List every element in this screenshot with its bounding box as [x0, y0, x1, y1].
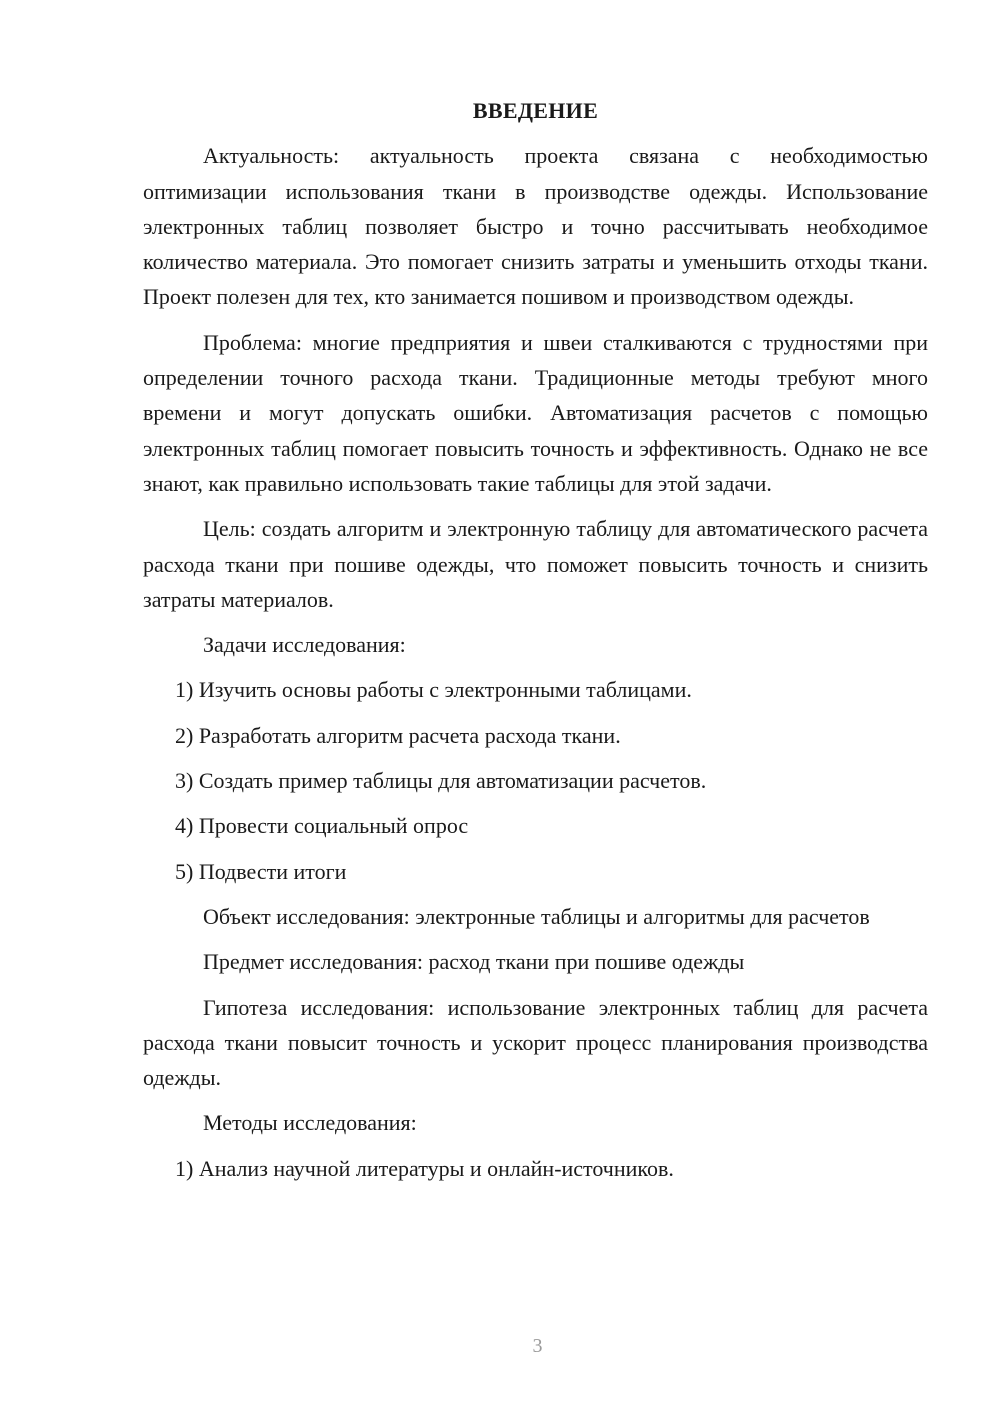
task-item: 2) Разработать алгоритм расчета расхода ткани.: [175, 722, 621, 748]
method-item: 1) Анализ научной литературы и онлайн-источников.: [175, 1155, 674, 1181]
relevance-paragraph: Актуальность: актуальность проекта связана с необходимостью оптимизации использования ткани в производстве одежды. Использование электронных таблиц позволяет быстро и точно рассчитывать необходимое количество материала. Это помогает снизить затраты и уменьшить отходы ткани. Проект полезен для тех, кто занимается пошивом и производством одежды.: [143, 143, 928, 310]
task-item: 1) Изучить основы работы с электронными таблицами.: [175, 677, 692, 703]
object-paragraph: Объект исследования: электронные таблицы и алгоритмы для расчетов: [203, 903, 870, 929]
problem-paragraph: Проблема: многие предприятия и швеи сталкиваются с трудностями при определении точного расхода ткани. Традиционные методы требуют много времени и могут допускать ошибки. Автоматизация расчетов с помощью электронных таблиц помогает повысить точность и эффективность. Однако не все знают, как правильно использовать такие таблицы для этой задачи.: [143, 329, 928, 496]
page-content: [143, 93, 928, 1196]
hypothesis-paragraph: Гипотеза исследования: использование электронных таблиц для расчета расхода ткани повысит точность и ускорит процесс планирования производства одежды.: [143, 994, 928, 1091]
goal-paragraph: Цель: создать алгоритм и электронную таблицу для автоматического расчета расхода ткани при пошиве одежды, что поможет повысить точность и снизить затраты материалов.: [143, 516, 928, 612]
subject-paragraph: Предмет исследования: расход ткани при пошиве одежды: [203, 949, 745, 975]
page-number: 3: [532, 1335, 543, 1357]
task-item: 4) Провести социальный опрос: [175, 813, 469, 839]
methods-heading: Методы исследования:: [203, 1110, 417, 1136]
tasks-heading: Задачи исследования:: [203, 632, 406, 658]
task-item: 3) Создать пример таблицы для автоматизации расчетов.: [175, 768, 707, 794]
page-title: ВВЕДЕНИЕ: [472, 98, 599, 123]
task-item: 5) Подвести итоги: [175, 858, 347, 884]
